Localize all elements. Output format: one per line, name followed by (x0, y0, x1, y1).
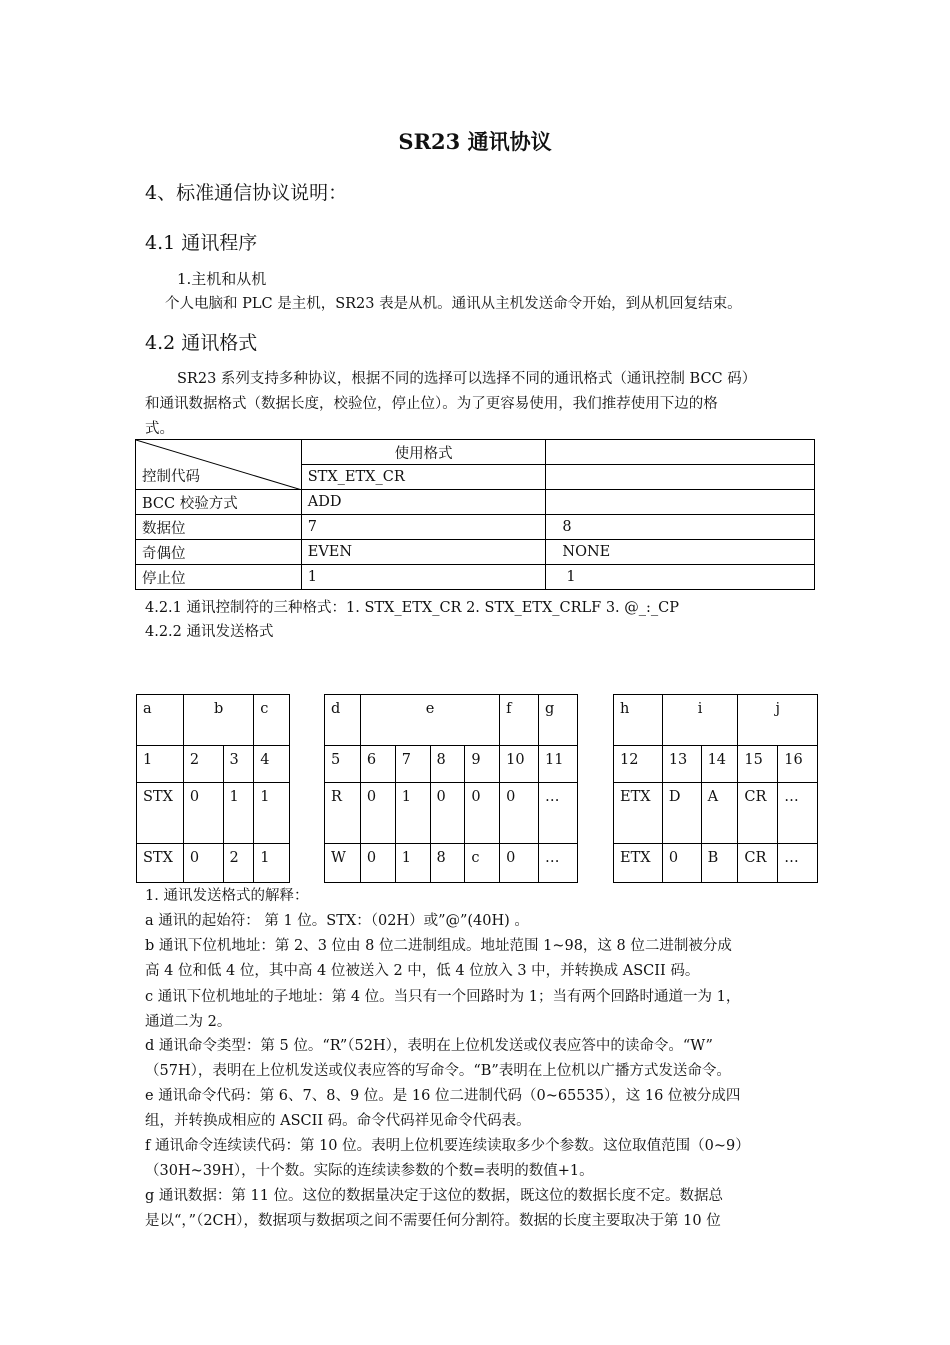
table-header-cell: g (539, 695, 578, 746)
table-header-cell: d (325, 695, 361, 746)
section-4-2-heading: 4.2 通讯格式 (145, 332, 258, 354)
table-row (136, 490, 815, 515)
table-row (137, 695, 290, 746)
table-row (136, 515, 815, 540)
table-cell: 0 (465, 783, 500, 844)
table-cell: 停止位 (136, 565, 302, 590)
explanation-line: b 通讯下位机地址：第 2、3 位由 8 位二进制组成。地址范围 1~98，这 8 位二进制被分成 (145, 938, 732, 954)
table-header-cell: b (183, 695, 253, 746)
table-cell: ETX (614, 783, 663, 844)
table-cell: 6 (360, 746, 395, 783)
section-4-heading: 4、标准通信协议说明： (145, 182, 348, 204)
table-row (614, 695, 818, 746)
table-cell: 2 (223, 844, 254, 883)
table-cell: 9 (465, 746, 500, 783)
table-row (136, 540, 815, 565)
explanation-line: （30H~39H），十个数。实际的连续读参数的个数=表明的数值+1。 (145, 1163, 594, 1179)
table-cell: … (539, 844, 578, 883)
section-4-2-para-line: 式。 (145, 421, 174, 437)
table-cell: 0 (500, 783, 539, 844)
table-cell: 11 (539, 746, 578, 783)
table-cell: 0 (500, 844, 539, 883)
table-cell: BCC 校验方式 (136, 490, 302, 515)
explanation-line: 是以“，”（2CH），数据项与数据项之间不需要任何分割符。数据的长度主要取决于第 10 位 (145, 1213, 721, 1229)
table-cell: STX (137, 844, 184, 883)
diagonal-corner-cell (136, 440, 302, 490)
table-row (137, 783, 290, 844)
section-4-2-para-line: SR23 系列支持多种协议，根据不同的选择可以选择不同的通讯格式（通讯控制 BCC 码） (177, 371, 757, 387)
table-cell (546, 465, 815, 490)
table-cell: R (325, 783, 361, 844)
explanation-line: a 通讯的起始符： 第 1 位。STX：（02H）或”@”(40H) 。 (145, 913, 529, 929)
explanation-line: c 通讯下位机地址的子地址：第 4 位。当只有一个回路时为 1；当有两个回路时通道一为 1， (145, 989, 741, 1005)
table-cell: 控制代码 (142, 469, 200, 485)
table-cell: B (701, 844, 738, 883)
table-row (137, 746, 290, 783)
table-cell: 16 (778, 746, 818, 783)
explanation-line: f 通讯命令连续读代码：第 10 位。表明上位机要连续读取多少个参数。这位取值范围（0~9） (145, 1138, 750, 1154)
table-cell: 0 (662, 844, 701, 883)
table-cell: ADD (301, 490, 546, 515)
table-cell: STX (137, 783, 184, 844)
table-cell: 0 (430, 783, 465, 844)
table-header-cell: j (738, 695, 818, 746)
table-header-cell: e (360, 695, 499, 746)
table-cell: 4 (254, 746, 290, 783)
format-table (135, 439, 815, 590)
table-header-cell: a (137, 695, 184, 746)
explanation-line: g 通讯数据：第 11 位。这位的数据量决定于这位的数据，既这位的数据长度不定。数据总 (145, 1188, 724, 1204)
explanation-line: d 通讯命令类型：第 5 位。“R”（52H），表明在上位机发送或仪表应答中的读命令。“W” (145, 1038, 713, 1054)
table-cell: 1 (546, 565, 815, 590)
table-cell: 3 (223, 746, 254, 783)
table-cell: 1 (395, 783, 430, 844)
section-4-1-subheading: 1.主机和从机 (177, 270, 267, 288)
table-row (137, 844, 290, 883)
table-cell: STX_ETX_CR (301, 465, 546, 490)
table-cell: 0 (183, 844, 223, 883)
table-cell: D (662, 783, 701, 844)
section-4-2-2-heading: 4.2.2 通讯发送格式 (145, 624, 274, 640)
table-cell: 2 (183, 746, 223, 783)
table-cell: 1 (395, 844, 430, 883)
table-cell: 0 (360, 783, 395, 844)
table-header-cell: f (500, 695, 539, 746)
table-row (325, 695, 578, 746)
table-cell: 12 (614, 746, 663, 783)
table-cell: 1 (254, 844, 290, 883)
table-cell: … (778, 844, 818, 883)
table-cell: 1 (137, 746, 184, 783)
table-header-cell: 使用格式 (301, 440, 546, 465)
table-cell: 8 (430, 746, 465, 783)
table-cell: EVEN (301, 540, 546, 565)
explanation-line: 组，并转换成相应的 ASCII 码。命令代码祥见命令代码表。 (145, 1113, 531, 1129)
table-cell: CR (738, 844, 778, 883)
table-cell: CR (738, 783, 778, 844)
table-cell: W (325, 844, 361, 883)
table-row (614, 783, 818, 844)
table-header-cell: i (662, 695, 738, 746)
table-cell: 14 (701, 746, 738, 783)
table-header-cell: c (254, 695, 290, 746)
table-row (614, 746, 818, 783)
table-cell: 0 (360, 844, 395, 883)
table-row (325, 783, 578, 844)
table-cell: 7 (301, 515, 546, 540)
explanation-line: （57H），表明在上位机发送或仪表应答的写命令。“B”表明在上位机以广播方式发送命令。 (145, 1063, 731, 1079)
table-row (325, 844, 578, 883)
table-cell: NONE (546, 540, 815, 565)
table-cell: … (778, 783, 818, 844)
table-cell: 15 (738, 746, 778, 783)
explanation-line: 1. 通讯发送格式的解释： (145, 888, 309, 904)
table-cell: 1 (254, 783, 290, 844)
table-cell: … (539, 783, 578, 844)
table-cell: 1 (301, 565, 546, 590)
section-4-1-text: 个人电脑和 PLC 是主机，SR23 表是从机。通讯从主机发送命令开始，到从机回复结束。 (165, 296, 742, 312)
table-header-cell (546, 440, 815, 465)
table-cell: A (701, 783, 738, 844)
table-cell: 0 (183, 783, 223, 844)
table-cell: 数据位 (136, 515, 302, 540)
table-cell: 奇偶位 (136, 540, 302, 565)
table-cell: 13 (662, 746, 701, 783)
table-cell: 10 (500, 746, 539, 783)
table-row (325, 746, 578, 783)
table-cell (546, 490, 815, 515)
table-cell: c (465, 844, 500, 883)
frame-table-defg (324, 694, 578, 883)
table-cell: 5 (325, 746, 361, 783)
table-cell: ETX (614, 844, 663, 883)
section-4-1-heading: 4.1 通讯程序 (145, 232, 258, 254)
table-cell: 8 (430, 844, 465, 883)
explanation-line: e 通讯命令代码：第 6、7、8、9 位。是 16 位二进制代码（0~65535），这 16 位被分成四 (145, 1088, 741, 1104)
table-header-cell: h (614, 695, 663, 746)
section-4-2-para-line: 和通讯数据格式（数据长度，校验位，停止位）。为了更容易使用，我们推荐使用下边的格 (145, 396, 718, 412)
format-table-header-row (136, 440, 815, 465)
table-cell: 7 (395, 746, 430, 783)
section-4-2-1-heading: 4.2.1 通讯控制符的三种格式：1. STX_ETX_CR 2. STX_ETX_CRLF 3. @_:_CP (145, 600, 680, 616)
table-cell: 1 (223, 783, 254, 844)
frame-table-abc (136, 694, 290, 883)
document-title: SR23 通讯协议 (398, 129, 552, 154)
table-row (136, 565, 815, 590)
table-row (614, 844, 818, 883)
explanation-line: 通道二为 2。 (145, 1014, 232, 1030)
frame-table-hij (613, 694, 818, 883)
explanation-line: 高 4 位和低 4 位，其中高 4 位被送入 2 中，低 4 位放入 3 中，并转换成 ASCII 码。 (145, 963, 700, 979)
table-cell: 8 (546, 515, 815, 540)
